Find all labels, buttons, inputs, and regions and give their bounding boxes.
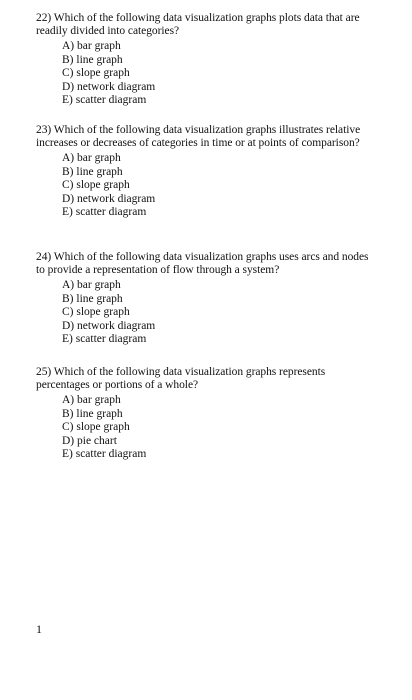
- option-e: E) scatter diagram: [62, 206, 147, 218]
- option-a: A) bar graph: [62, 279, 121, 291]
- question-22: [36, 12, 376, 108]
- option-a: A) bar graph: [62, 152, 121, 164]
- option-c: C) slope graph: [62, 306, 130, 318]
- option-a: A) bar graph: [62, 40, 121, 52]
- question-text: 25) Which of the following data visualization graphs represents percentages or portions of a whole?: [36, 366, 326, 391]
- question-text: 23) Which of the following data visualization graphs illustrates relative increases or decreases of categories in time or at points of comparison?: [36, 124, 361, 149]
- option-e: E) scatter diagram: [62, 448, 147, 460]
- option-c: C) slope graph: [62, 67, 130, 79]
- answer-options: [36, 40, 376, 108]
- option-b: B) line graph: [62, 53, 123, 66]
- option-c: C) slope graph: [62, 179, 130, 191]
- question-text: 22) Which of the following data visualization graphs plots data that are readily divided into categories?: [36, 12, 360, 37]
- option-a: A) bar graph: [62, 394, 121, 406]
- answer-options: [36, 279, 376, 347]
- option-e: E) scatter diagram: [62, 94, 147, 106]
- option-d: D) pie chart: [62, 434, 117, 447]
- question-24: [36, 251, 376, 347]
- answer-options: [36, 394, 376, 462]
- question-23: [36, 124, 376, 220]
- option-b: B) line graph: [62, 165, 123, 178]
- answer-options: [36, 152, 376, 220]
- option-d: D) network diagram: [62, 80, 156, 93]
- option-d: D) network diagram: [62, 319, 156, 332]
- option-b: B) line graph: [62, 292, 123, 305]
- option-d: D) network diagram: [62, 192, 156, 205]
- option-c: C) slope graph: [62, 421, 130, 433]
- question-text: 24) Which of the following data visualization graphs uses arcs and nodes to provide a representation of flow through a system?: [36, 251, 369, 276]
- option-b: B) line graph: [62, 407, 123, 420]
- question-25: [36, 366, 376, 462]
- page-number: 1: [36, 622, 42, 636]
- option-e: E) scatter diagram: [62, 333, 147, 345]
